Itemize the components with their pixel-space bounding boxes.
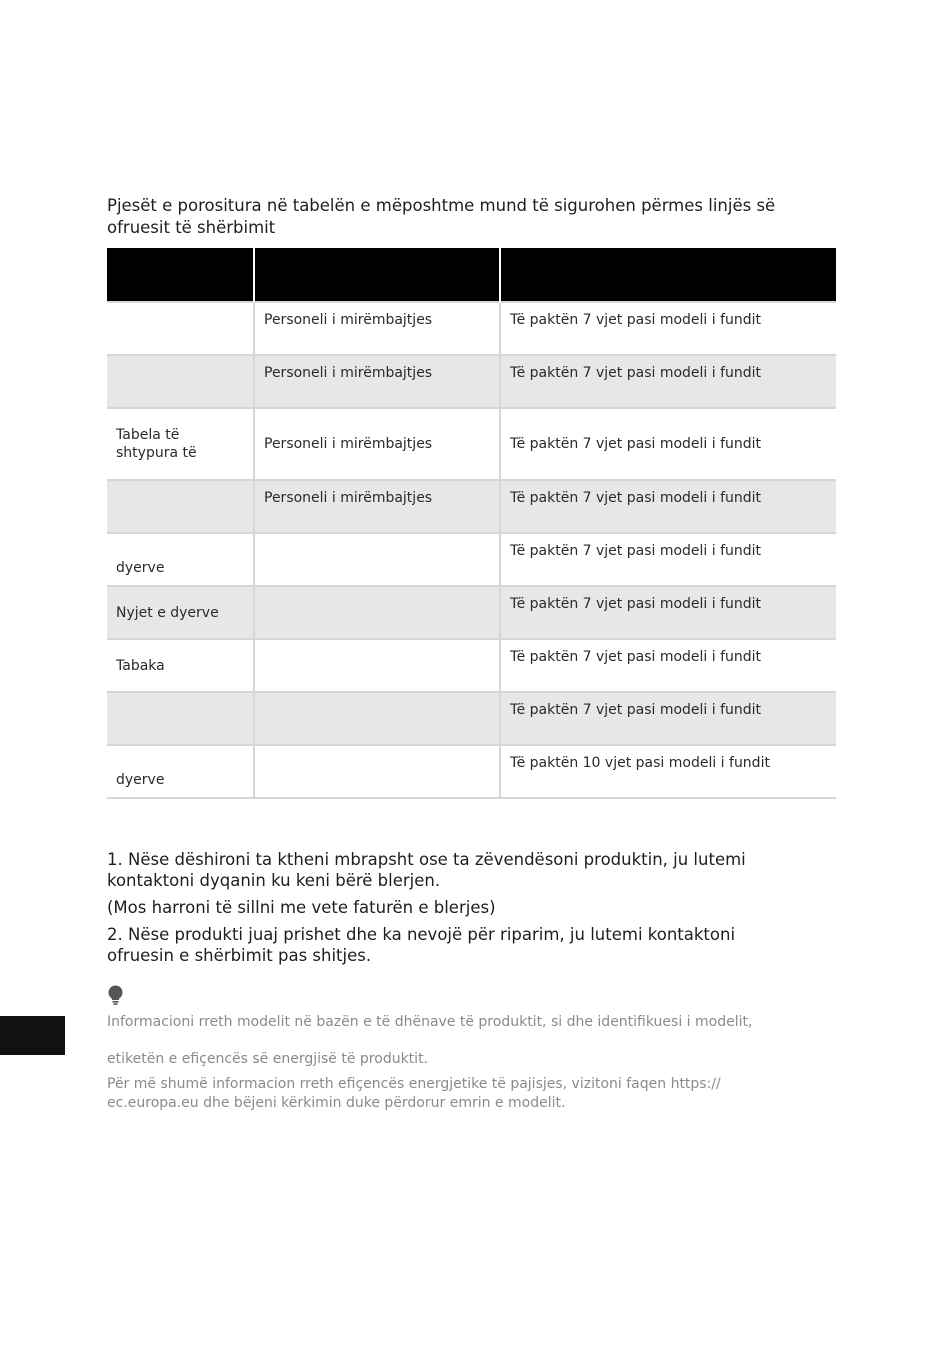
header-cell-availability [500, 248, 836, 302]
cell-provider [254, 586, 500, 639]
table-row [107, 533, 836, 586]
cell-provider: Personeli i mirëmbajtjes [254, 480, 500, 533]
info-model-database: Informacioni rreth modelit në bazën e të dhënave të produktit, si dhe identifikuesi i modelit, [107, 1014, 753, 1030]
note-repair: 2. Nëse produkti juaj prishet dhe ka nevojë për riparim, ju lutemi kontaktoni ofruesin e shërbimit pas shitjes. [107, 925, 736, 965]
cell-availability: Të paktën 7 vjet pasi modeli i fundit [500, 639, 836, 692]
table-row [107, 745, 836, 798]
cell-part: Nyjet e dyerve [107, 586, 254, 639]
cell-availability: Të paktën 7 vjet pasi modeli i fundit [500, 355, 836, 408]
cell-availability: Të paktën 7 vjet pasi modeli i fundit [500, 480, 836, 533]
table-header [107, 248, 836, 302]
table-row [107, 480, 836, 533]
table-row [107, 302, 836, 355]
intro-text: Pjesët e porositura në tabelën e mëposhtme mund të sigurohen përmes linjës së ofruesit të shërbimit [107, 196, 776, 237]
cell-part: Tabaka [107, 639, 254, 692]
cell-provider [254, 692, 500, 745]
cell-provider [254, 745, 500, 798]
lightbulb-icon [107, 985, 124, 1005]
cell-part [107, 302, 254, 355]
cell-part [107, 355, 254, 408]
spare-parts-table [107, 248, 836, 799]
header-cell-provider [254, 248, 500, 302]
cell-availability: Të paktën 7 vjet pasi modeli i fundit [500, 533, 836, 586]
cell-part [107, 692, 254, 745]
table-row [107, 355, 836, 408]
notes-section [107, 849, 807, 972]
cell-provider [254, 639, 500, 692]
table-row [107, 408, 836, 480]
cell-provider: Personeli i mirëmbajtjes [254, 355, 500, 408]
cell-provider [254, 533, 500, 586]
cell-part [107, 480, 254, 533]
cell-provider: Personeli i mirëmbajtjes [254, 408, 500, 480]
table-row [107, 639, 836, 692]
cell-availability: Të paktën 7 vjet pasi modeli i fundit [500, 408, 836, 480]
page-side-tab [0, 1016, 65, 1055]
cell-availability: Të paktën 7 vjet pasi modeli i fundit [500, 692, 836, 745]
note-return: 1. Nëse dëshironi ta ktheni mbrapsht ose ta zëvendësoni produktin, ju lutemi kontaktoni dyqanin ku keni bërë blerjen. [107, 850, 746, 890]
info-energy-label: etiketën e efiçencës së energjisë të produktit. [107, 1051, 429, 1067]
cell-part: Tabela të shtypura të [107, 408, 254, 480]
note-receipt: (Mos harroni të sillni me vete faturën e blerjes) [107, 898, 496, 917]
header-cell-part [107, 248, 254, 302]
table-row [107, 586, 836, 639]
cell-part: dyerve [107, 533, 254, 586]
cell-provider: Personeli i mirëmbajtjes [254, 302, 500, 355]
cell-availability: Të paktën 7 vjet pasi modeli i fundit [500, 302, 836, 355]
cell-availability: Të paktën 7 vjet pasi modeli i fundit [500, 586, 836, 639]
cell-availability: Të paktën 10 vjet pasi modeli i fundit [500, 745, 836, 798]
table-row [107, 692, 836, 745]
cell-part: dyerve [107, 745, 254, 798]
info-more-details: Për më shumë informacion rreth efiçencës energjetike të pajisjes, vizitoni faqen https:// ec.europa.eu dhe bëjeni kërkimin duke përdorur emrin e modelit. [107, 1076, 721, 1111]
